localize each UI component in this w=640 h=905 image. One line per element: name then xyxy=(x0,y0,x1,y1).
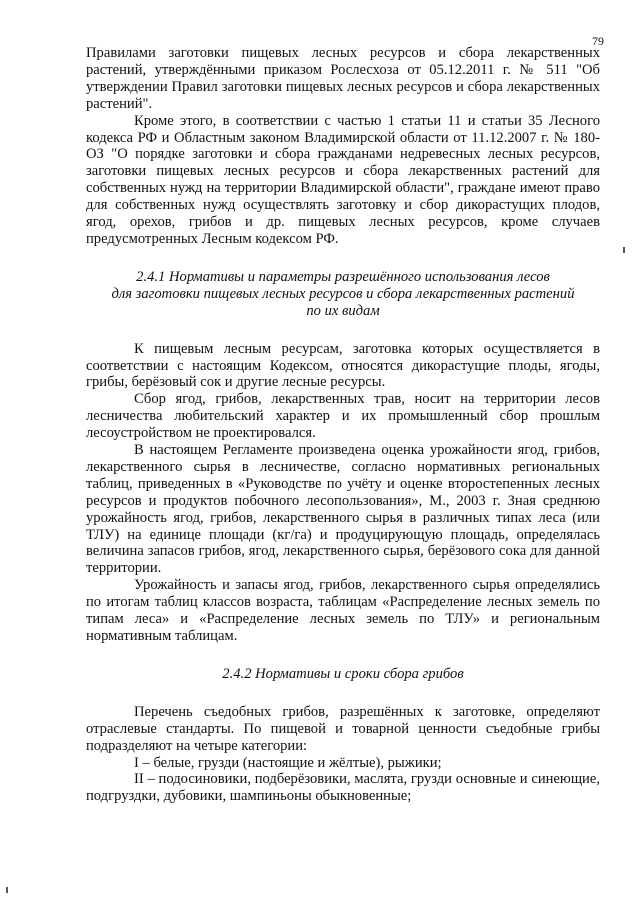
paragraph: В настоящем Регламенте произведена оценка урожайности ягод, грибов, лекарственного сырья в лесничестве, согласно нормативных региональных таблиц, приведенных в «Руководстве по учёту и оценке второстепенных лесных ресурсов и продуктов побочного лесопользования», М., 2003 г. Зная среднюю урожайность ягод, грибов, лекарственного сырья в различных типах леса (или ТЛУ) на единице площади (кг/га) и продуцирующую площадь, определялась величина запасов грибов, ягод, лекарственного сырья, берёзового сока для данной территории. xyxy=(86,442,600,577)
paragraph: Кроме этого, в соответствии с частью 1 статьи 11 и статьи 35 Лесного кодекса РФ и Областным законом Владимирской области от 11.12.2007 г. № 180-ОЗ "О порядке заготовки и сбора гражданами недревесных лесных ресурсов, заготовки пищевых лесных ресурсов и сбора лекарственных растений для собственных нужд на территории Владимирской области", граждане имеют право для собственных нужд осуществлять заготовку и сбор дикорастущих плодов, ягод, орехов, грибов и др. пищевых лесных ресурсов, кроме случаев предусмотренных Лесным кодексом РФ. xyxy=(86,112,600,247)
page-number: 79 xyxy=(592,34,604,48)
section-heading-line: 2.4.1 Нормативы и параметры разрешённого использования лесов xyxy=(136,268,550,285)
section-heading-line: для заготовки пищевых лесных ресурсов и сбора лекарственных растений xyxy=(111,285,575,302)
paragraph: Правилами заготовки пищевых лесных ресурсов и сбора лекарственных растений, утверждёнными приказом Рослесхоза от 05.12.2011 г. № 511 "Об утверждении Правил заготовки пищевых лесных ресурсов и сбора лекарственных растений". xyxy=(86,45,600,112)
section-heading: 2.4.2 Нормативы и сроки сбора грибов xyxy=(222,665,464,682)
scan-mark xyxy=(6,887,8,893)
list-item: II – подосиновики, подберёзовики, маслята, грузди основные и синеющие, подгруздки, дубовики, шампиньоны обыкновенные; xyxy=(86,771,600,805)
list-item: I – белые, грузди (настоящие и жёлтые), рыжики; xyxy=(134,754,442,771)
section-heading-line: по их видам xyxy=(306,302,380,319)
paragraph: Урожайность и запасы ягод, грибов, лекарственного сырья определялись по итогам таблиц классов возраста, таблицам «Распределение лесных земель по типам леса» и «Распределение лесных земель по ТЛУ» и региональным нормативным таблицам. xyxy=(86,577,600,644)
document-body xyxy=(86,45,600,805)
paragraph: К пищевым лесным ресурсам, заготовка которых осуществляется в соответствии с настоящим Кодексом, относятся дикорастущие плоды, ягоды, грибы, берёзовый сок и другие лесные ресурсы. xyxy=(86,340,600,391)
paragraph: Сбор ягод, грибов, лекарственных трав, носит на территории лесов лесничества любительский характер и их промышленный сбор прошлым лесоустройством не проектировался. xyxy=(86,391,600,442)
scan-mark xyxy=(623,247,625,253)
paragraph: Перечень съедобных грибов, разрешённых к заготовке, определяют отраслевые стандарты. По пищевой и товарной ценности съедобные грибы подразделяют на четыре категории: xyxy=(86,703,600,754)
